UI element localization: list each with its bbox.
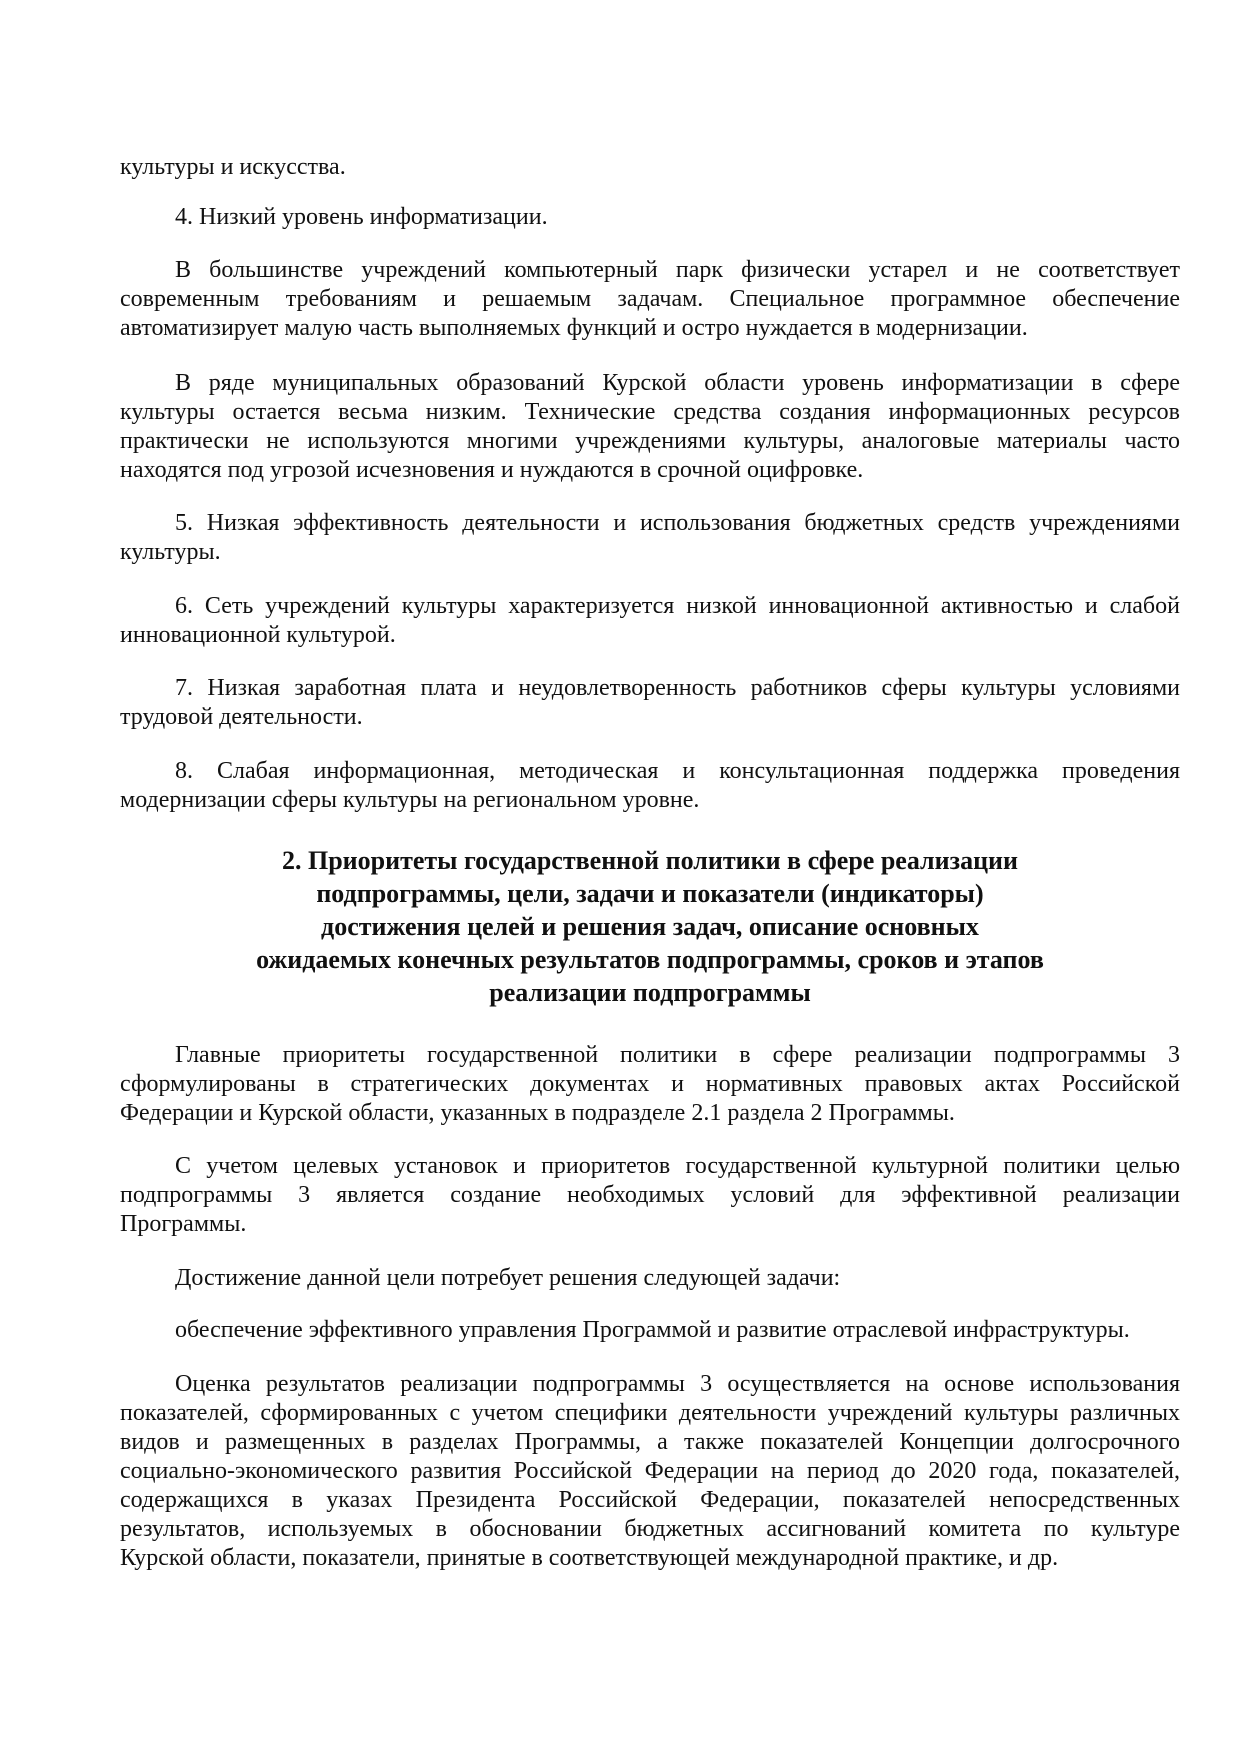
- paragraph-line: видов и размещенных в разделах Программы, а также показателей Концепции долгосрочного: [120, 1429, 1180, 1455]
- heading-line: достижения целей и решения задач, описание основных: [321, 912, 979, 941]
- paragraph-line: находятся под угрозой исчезновения и нуждаются в срочной оцифровке.: [120, 457, 864, 483]
- paragraph-line: 4. Низкий уровень информатизации.: [175, 204, 548, 230]
- paragraph-line: сформулированы в стратегических документах и нормативных правовых актах Российской: [120, 1071, 1180, 1097]
- heading-line: реализации подпрограммы: [489, 978, 811, 1007]
- paragraph-line: В ряде муниципальных образований Курской области уровень информатизации в сфере: [175, 370, 1180, 396]
- paragraph: [120, 1370, 1180, 1573]
- paragraph: [120, 1041, 1180, 1128]
- paragraph: [120, 203, 1180, 232]
- paragraph-line: Федерации и Курской области, указанных в подразделе 2.1 раздела 2 Программы.: [120, 1100, 955, 1126]
- paragraph-line: содержащихся в указах Президента Российской Федерации, показателей непосредственных: [120, 1487, 1180, 1513]
- paragraph: [120, 153, 1180, 182]
- paragraph: [120, 256, 1180, 343]
- paragraph: [120, 592, 1180, 650]
- paragraph: [120, 674, 1180, 732]
- paragraph-line: 5. Низкая эффективность деятельности и использования бюджетных средств учреждениями: [175, 510, 1180, 536]
- paragraph-line: 7. Низкая заработная плата и неудовлетворенность работников сферы культуры условиями: [175, 675, 1180, 701]
- paragraph-line: современным требованиям и решаемым задачам. Специальное программное обеспечение: [120, 286, 1180, 312]
- paragraph-line: 8. Слабая информационная, методическая и консультационная поддержка проведения: [175, 758, 1180, 784]
- paragraph: [120, 1152, 1180, 1239]
- heading-line: подпрограммы, цели, задачи и показатели (индикаторы): [316, 879, 984, 908]
- paragraph-line: Программы.: [120, 1211, 247, 1237]
- paragraph-line: модернизации сферы культуры на региональном уровне.: [120, 787, 700, 813]
- paragraph-line: Курской области, показатели, принятые в соответствующей международной практике, и др.: [120, 1545, 1059, 1571]
- paragraph-line: автоматизирует малую часть выполняемых функций и остро нуждается в модернизации.: [120, 315, 1028, 341]
- heading-line: 2. Приоритеты государственной политики в сфере реализации: [281, 846, 1019, 875]
- paragraph-line: практически не используются многими учреждениями культуры, аналоговые материалы часто: [120, 428, 1180, 454]
- paragraph-line: инновационной культурой.: [120, 622, 396, 648]
- paragraph-line: культуры остается весьма низким. Технические средства создания информационных ресурсов: [120, 399, 1180, 425]
- heading-line: ожидаемых конечных результатов подпрограммы, сроков и этапов: [256, 945, 1044, 974]
- paragraph: [120, 509, 1180, 567]
- paragraph-line: 6. Сеть учреждений культуры характеризуется низкой инновационной активностью и слабой: [175, 593, 1180, 619]
- paragraph-line: С учетом целевых установок и приоритетов государственной культурной политики целью: [175, 1153, 1180, 1179]
- paragraph-line: В большинстве учреждений компьютерный парк физически устарел и не соответствует: [175, 257, 1180, 283]
- paragraph: [120, 1316, 1180, 1345]
- paragraph-line: социально-экономического развития Российской Федерации на период до 2020 года, показателей,: [120, 1458, 1180, 1484]
- paragraph-line: Достижение данной цели потребует решения следующей задачи:: [175, 1265, 841, 1291]
- paragraph-line: Оценка результатов реализации подпрограммы 3 осуществляется на основе использования: [175, 1371, 1180, 1397]
- paragraph-line: культуры.: [120, 539, 221, 565]
- paragraph-line: трудовой деятельности.: [120, 704, 363, 730]
- section-heading: [120, 844, 1180, 1009]
- paragraph-line: Главные приоритеты государственной политики в сфере реализации подпрограммы 3: [175, 1042, 1180, 1068]
- paragraph-line: культуры и искусства.: [120, 154, 346, 180]
- paragraph: [120, 1264, 1180, 1293]
- paragraph-line: результатов, используемых в обосновании бюджетных ассигнований комитета по культуре: [120, 1516, 1180, 1542]
- paragraph: [120, 369, 1180, 485]
- paragraph-line: обеспечение эффективного управления Программой и развитие отраслевой инфраструктуры.: [175, 1317, 1130, 1343]
- paragraph-line: показателей, сформированных с учетом специфики деятельности учреждений культуры различных: [120, 1400, 1180, 1426]
- paragraph: [120, 757, 1180, 815]
- paragraph-line: подпрограммы 3 является создание необходимых условий для эффективной реализации: [120, 1182, 1180, 1208]
